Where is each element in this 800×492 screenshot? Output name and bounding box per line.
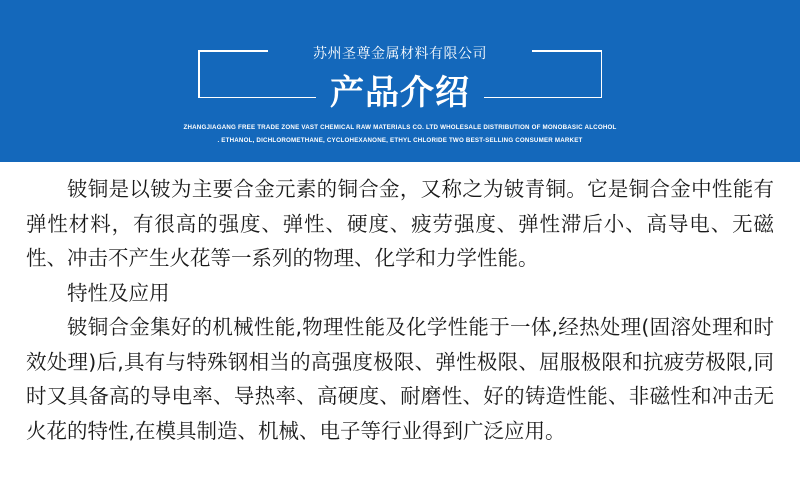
subtitle-line-2: . ETHANOL, DICHLOROMETHANE, CYCLOHEXANONE, ETHYL CHLORIDE TWO BEST-SELLING CONSUMER MARKET xyxy=(217,137,583,144)
subtitle-line-1: ZHANGJIAGANG FREE TRADE ZONE VAST CHEMICAL RAW MATERIALS CO. LTD WHOLESALE DISTRIBUTION OF MONOBASIC ALCOHOL xyxy=(183,124,617,131)
properties-paragraph: 铍铜合金集好的机械性能,物理性能及化学性能于一体,经热处理(固溶处理和时效处理)后,具有与特殊钢相当的高强度极限、弹性极限、屈服极限和抗疲劳极限,同时又具备高的导电率、导热率、高硬度、耐磨性、好的铸造性能、非磁性和冲击无火花的特性,在模具制造、机械、电子等行业得到广泛应用。 xyxy=(26,315,774,443)
company-name: 苏州圣尊金属材料有限公司 xyxy=(313,46,487,62)
page-title: 产品介绍 xyxy=(330,73,470,113)
header-banner xyxy=(0,0,800,162)
section-heading: 特性及应用 xyxy=(67,280,170,305)
intro-paragraph: 铍铜是以铍为主要合金元素的铜合金，又称之为铍青铜。它是铜合金中性能有弹性材料，有很高的强度、弹性、硬度、疲劳强度、弹性滞后小、高导电、无磁性、冲击不产生火花等一系列的物理、化学和力学性能。 xyxy=(26,177,774,270)
article-body xyxy=(0,162,800,492)
